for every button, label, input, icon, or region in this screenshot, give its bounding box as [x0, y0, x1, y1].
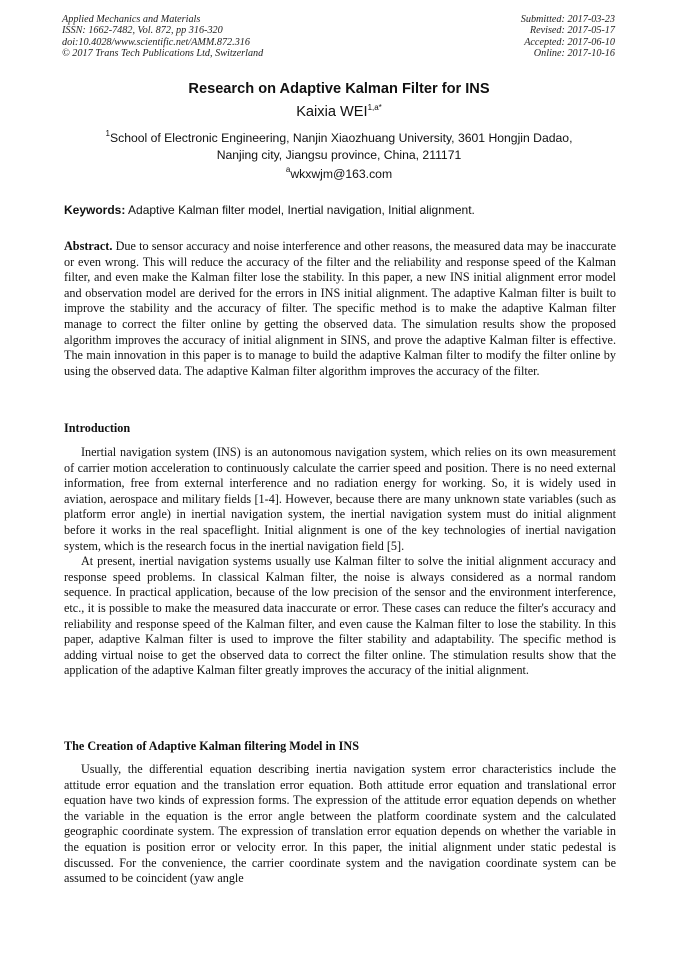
- journal-copyright: © 2017 Trans Tech Publications Ltd, Switzerland: [62, 48, 264, 60]
- journal-name: Applied Mechanics and Materials: [62, 14, 201, 25]
- creation-body: [64, 762, 616, 887]
- affiliation-line-1: $^1$School of Electronic Engineering, Nanjin Xiaozhuang University, 3601 Hongjin Dadao,: [105, 129, 573, 145]
- affiliation-mark: 1: [105, 129, 110, 138]
- author-email: [0, 167, 678, 181]
- date-submitted: Submitted: 2017-03-23: [520, 14, 615, 25]
- date-online: Online: 2017-10-16: [533, 48, 615, 60]
- paper-title: Research on Adaptive Kalman Filter for INS: [188, 81, 490, 97]
- abstract-text: Due to sensor accuracy and noise interference and other reasons, the measured data may be inaccurate or even wrong. This will reduce the accuracy of the filter and the reliability and response speed of the Kalman filter, and even make the Kalman filter lose the stability. In this paper, a new INS initial alignment error model and observation model are derived for the errors in INS initial alignment. The adaptive Kalman filter is built to improve the stability and the accuracy of filter. The specific method is to make the adaptive Kalman filter manage to correct the filter online by getting the observed data. The simulation results show the proposed algorithm improves the accuracy of initial alignment in SINS, and prove the adaptive Kalman filter is effective. The main innovation in this paper is to manage to build the adaptive Kalman filter to modify the filter online by using the observed data. The adaptive Kalman filter algorithm improves the accuracy of the filter.: [64, 239, 616, 378]
- author-name: Kaixia WEI: [296, 104, 368, 120]
- keywords-text: Adaptive Kalman filter model, Inertial navigation, Initial alignment.: [128, 203, 475, 217]
- keywords: [64, 203, 616, 217]
- affiliation-line-2: Nanjing city, Jiangsu province, China, 211171: [216, 147, 462, 162]
- section-heading-creation: The Creation of Adaptive Kalman filtering Model in INS: [64, 739, 359, 753]
- introduction-paragraph: Inertial navigation system (INS) is an autonomous navigation system, which relies on its own measurement of carrier motion acceleration to continuously calculate the carrier speed and position. There is no need external information, free from external interference and no radiation energy for working. So, it is widely used in aviation, aerospace and military fields [1-4]. However, because there are many unknown state variables (such as platform error angle) in inertial navigation system, the inertial navigation system must do initial alignment before it works in the real spaceflight. Initial alignment is one of the key technologies of inertial navigation system, which is the research focus in the inertial navigation field [5].: [64, 445, 616, 553]
- abstract: [64, 239, 616, 379]
- creation-paragraph: Usually, the differential equation describing inertia navigation system error characteristics include the attitude error equation and the translation error equation. Both attitude error equation and translational error equation have two kinds of expression forms. The expression of the attitude error equation depends on whether the variable in the equation is the error angle between the platform coordinate system and the calculated geographic coordinate system. The expression of translation error equation depends on whether the variable in the equation is position error or velocity error. In this paper, the initial alignment under static pedestal is discussed. For the convenience, the carrier coordinate system and the navigation coordinate system can be assumed to be coincident (yaw angle: [64, 762, 616, 886]
- date-revised: Revised: 2017-05-17: [529, 25, 615, 37]
- affiliation: [0, 130, 678, 163]
- email-mark: a: [285, 165, 291, 174]
- author-line: [0, 104, 678, 120]
- keywords-label: Keywords:: [64, 203, 126, 217]
- journal-issn: ISSN: 1662-7482, Vol. 872, pp 316-320: [62, 25, 223, 37]
- section-heading-introduction: Introduction: [64, 421, 131, 435]
- author-marks: 1,a*: [367, 103, 382, 112]
- journal-info: [62, 14, 263, 60]
- publication-dates: [521, 14, 615, 60]
- introduction-body: [64, 445, 616, 679]
- journal-doi: doi:10.4028/www.scientific.net/AMM.872.316: [62, 36, 250, 48]
- abstract-label: Abstract.: [64, 239, 113, 253]
- email-address: wkxwjm@163.com: [290, 167, 393, 181]
- introduction-paragraph: At present, inertial navigation systems usually use Kalman filter to solve the initial alignment accuracy and response speed problems. In classical Kalman filter, the noise is always considered as a normal random sequence. In practical application, because of the low precision of the sensor and the environment interference, etc., it is possible to make the measured data inaccurate or error. These cases can reduce the filter's accuracy and reliability and response speed of the Kalman filter, and even cause the Kalman filter to lose the stability. In this paper, adaptive Kalman filter is used to improve the filter stability and adaptability. The specific method is adding virtual noise to get the observed data to correct the filter online. The stimulation results show that the application of the adaptive Kalman filter greatly improves the accuracy of the initial alignment.: [64, 554, 616, 678]
- date-accepted: Accepted: 2017-06-10: [524, 36, 615, 48]
